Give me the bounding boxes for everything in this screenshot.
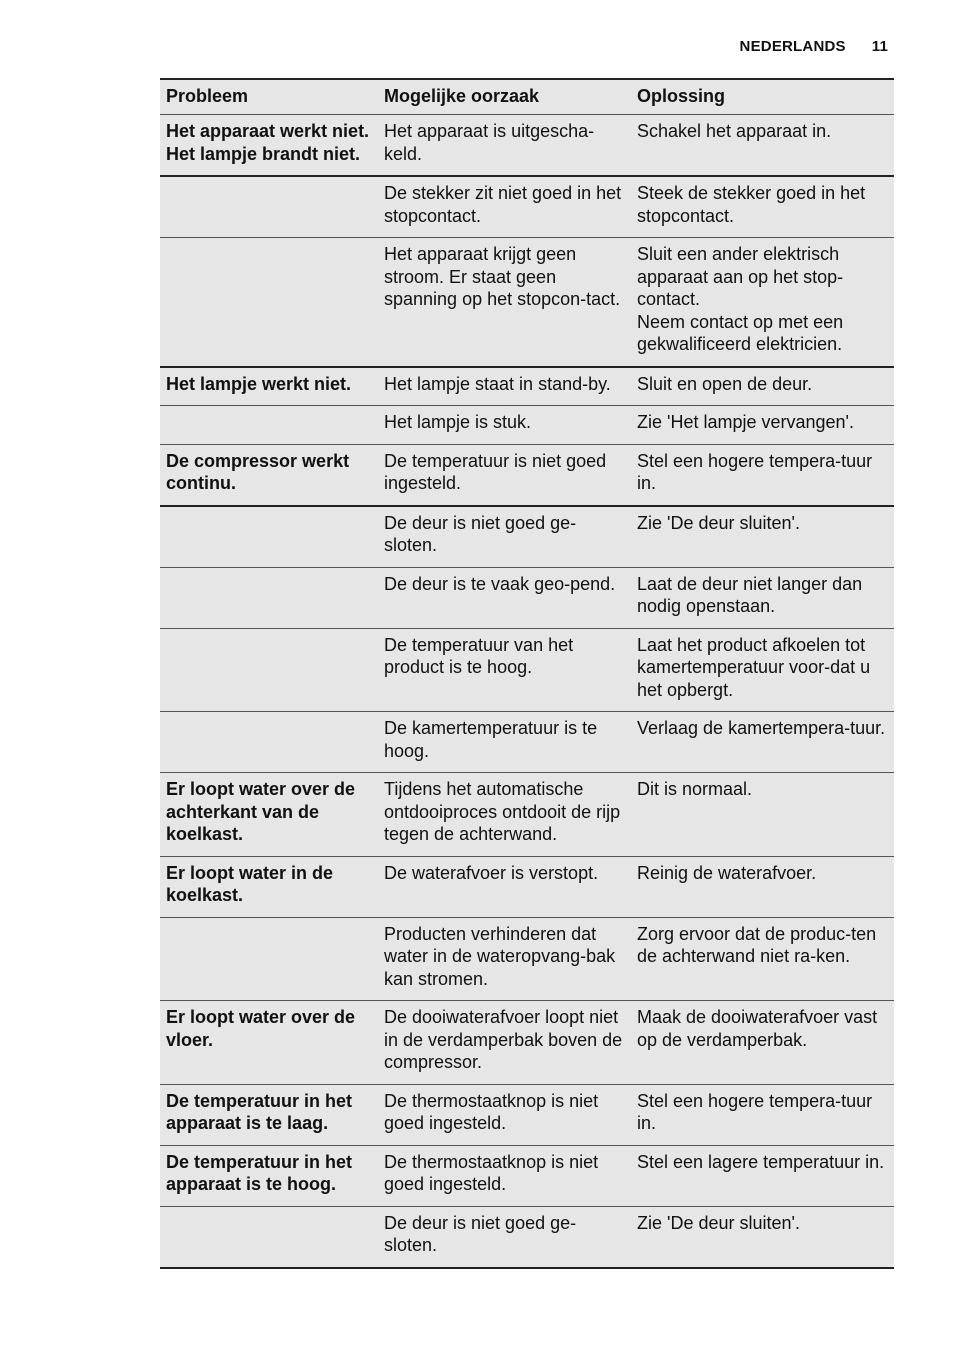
cause-cell: De temperatuur van het product is te hoog.: [378, 628, 631, 712]
cause-cell: De temperatuur is niet goed ingesteld.: [378, 444, 631, 506]
table-row: [160, 444, 894, 506]
problem-cell: [160, 917, 378, 1001]
column-header-cause: Mogelijke oorzaak: [378, 79, 631, 115]
table-row: [160, 567, 894, 628]
problem-cell: [160, 628, 378, 712]
cause-cell: De stekker zit niet goed in het stopcontact.: [378, 176, 631, 238]
problem-cell: [160, 567, 378, 628]
problem-cell: Het lampje werkt niet.: [160, 367, 378, 406]
problem-cell: [160, 238, 378, 367]
header-language: NEDERLANDS: [739, 38, 846, 55]
cause-cell: De thermostaatknop is niet goed ingesteld.: [378, 1084, 631, 1145]
problem-cell: Er loopt water over de achterkant van de koelkast.: [160, 773, 378, 857]
problem-cell: De temperatuur in het apparaat is te hoog.: [160, 1145, 378, 1206]
page-number: 11: [871, 38, 888, 55]
table-row: [160, 856, 894, 917]
problem-cell: [160, 1206, 378, 1268]
solution-cell: Laat het product afkoelen tot kamertemperatuur voor-dat u het opbergt.: [631, 628, 894, 712]
table-row: [160, 1001, 894, 1085]
table-row: [160, 712, 894, 773]
table-row: [160, 176, 894, 238]
cause-cell: De deur is niet goed ge-sloten.: [378, 506, 631, 568]
table-row: [160, 506, 894, 568]
cause-cell: Producten verhinderen dat water in de wateropvang-bak kan stromen.: [378, 917, 631, 1001]
solution-cell: Schakel het apparaat in.: [631, 115, 894, 177]
troubleshooting-table: [160, 78, 894, 1269]
solution-cell: Sluit een ander elektrisch apparaat aan op het stop-contact. Neem contact op met een gekwalificeerd elektricien.: [631, 238, 894, 367]
solution-cell: Stel een lagere temperatuur in.: [631, 1145, 894, 1206]
column-header-problem: Probleem: [160, 79, 378, 115]
table-header-row: [160, 79, 894, 115]
cause-cell: Het apparaat krijgt geen stroom. Er staat geen spanning op het stopcon-tact.: [378, 238, 631, 367]
table-row: [160, 367, 894, 406]
solution-cell: Sluit en open de deur.: [631, 367, 894, 406]
table-row: [160, 917, 894, 1001]
cause-cell: De deur is niet goed ge-sloten.: [378, 1206, 631, 1268]
problem-cell: [160, 712, 378, 773]
solution-cell: Zie 'Het lampje vervangen'.: [631, 406, 894, 445]
solution-cell: Zie 'De deur sluiten'.: [631, 1206, 894, 1268]
problem-cell: De compressor werkt continu.: [160, 444, 378, 506]
cause-cell: Het lampje staat in stand-by.: [378, 367, 631, 406]
solution-cell: Stel een hogere tempera-tuur in.: [631, 1084, 894, 1145]
cause-cell: Het lampje is stuk.: [378, 406, 631, 445]
problem-cell: De temperatuur in het apparaat is te laag.: [160, 1084, 378, 1145]
problem-cell: Het apparaat werkt niet. Het lampje brandt niet.: [160, 115, 378, 177]
solution-cell: Zie 'De deur sluiten'.: [631, 506, 894, 568]
solution-cell: Laat de deur niet langer dan nodig openstaan.: [631, 567, 894, 628]
cause-cell: De deur is te vaak geo-pend.: [378, 567, 631, 628]
table-row: [160, 1145, 894, 1206]
column-header-solution: Oplossing: [631, 79, 894, 115]
page-header: [740, 38, 888, 55]
cause-cell: Tijdens het automatische ontdooiproces ontdooit de rijp tegen de achterwand.: [378, 773, 631, 857]
table-row: [160, 115, 894, 177]
cause-cell: De dooiwaterafvoer loopt niet in de verdamperbak boven de compressor.: [378, 1001, 631, 1085]
table-row: [160, 628, 894, 712]
cause-cell: De waterafvoer is verstopt.: [378, 856, 631, 917]
problem-cell: Er loopt water in de koelkast.: [160, 856, 378, 917]
solution-cell: Zorg ervoor dat de produc-ten de achterwand niet ra-ken.: [631, 917, 894, 1001]
table-row: [160, 1084, 894, 1145]
cause-cell: De kamertemperatuur is te hoog.: [378, 712, 631, 773]
solution-cell: Reinig de waterafvoer.: [631, 856, 894, 917]
solution-cell: Verlaag de kamertempera-tuur.: [631, 712, 894, 773]
problem-cell: [160, 406, 378, 445]
problem-cell: [160, 506, 378, 568]
cause-cell: De thermostaatknop is niet goed ingesteld.: [378, 1145, 631, 1206]
solution-cell: Maak de dooiwaterafvoer vast op de verdamperbak.: [631, 1001, 894, 1085]
problem-cell: [160, 176, 378, 238]
problem-cell: Er loopt water over de vloer.: [160, 1001, 378, 1085]
table-row: [160, 773, 894, 857]
solution-cell: Stel een hogere tempera-tuur in.: [631, 444, 894, 506]
solution-cell: Dit is normaal.: [631, 773, 894, 857]
cause-cell: Het apparaat is uitgescha-keld.: [378, 115, 631, 177]
solution-cell: Steek de stekker goed in het stopcontact.: [631, 176, 894, 238]
table-row: [160, 1206, 894, 1268]
table-row: [160, 406, 894, 445]
table-row: [160, 238, 894, 367]
